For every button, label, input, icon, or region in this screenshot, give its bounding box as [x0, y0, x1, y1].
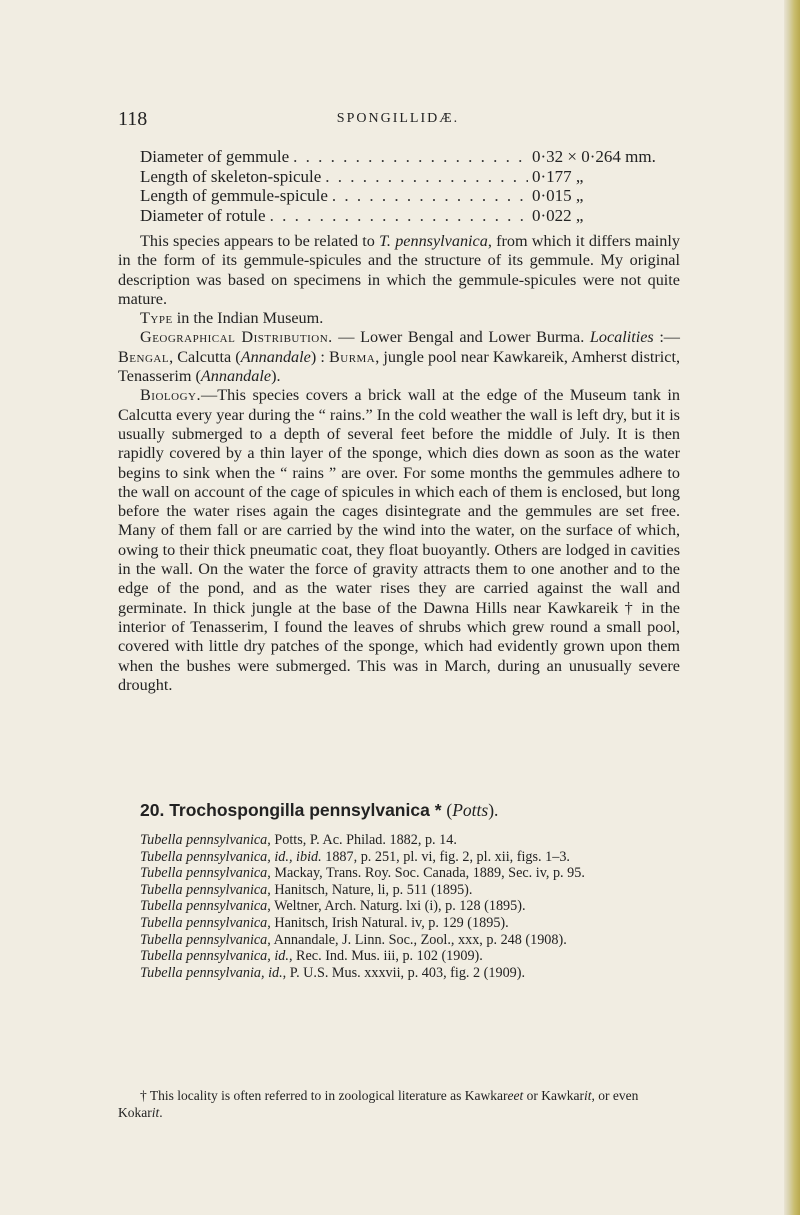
- species-authority-bracket: (: [446, 800, 453, 820]
- synonym-citation: , Rec. Ind. Mus. iii, p. 102 (1909).: [288, 948, 483, 965]
- synonymy-entry: [140, 948, 680, 965]
- synonym-name: Tubella pennsylvanica: [140, 931, 268, 948]
- collector-name: Annandale: [200, 367, 272, 386]
- measurement-row: [140, 206, 660, 226]
- synonymy-entry: [140, 932, 680, 949]
- synonym-citation: , Hanitsch, Nature, li, p. 511 (1895).: [267, 881, 473, 898]
- page-edge: [784, 0, 800, 1215]
- species-number: 20.: [140, 800, 165, 820]
- measurements-table: [140, 147, 660, 225]
- synonymy-entry: [140, 965, 680, 982]
- footnote: [118, 1087, 680, 1121]
- synonym-citation: , Potts, P. Ac. Philad. 1882, p. 14.: [267, 832, 457, 848]
- measurement-row: [140, 167, 660, 187]
- synonymy-entry: [140, 898, 680, 915]
- synonym-citation: , Hanitsch, Irish Natural. iv, p. 129 (1895).: [267, 914, 509, 931]
- synonymy-entry: [140, 849, 680, 866]
- distribution-paragraph: [118, 328, 680, 386]
- synonymy-entry: [140, 915, 680, 932]
- distribution-text: — Lower Bengal and Lower Burma.: [332, 328, 590, 347]
- distribution-text: :—: [653, 328, 680, 347]
- footnote-emphasis: eet: [507, 1088, 524, 1103]
- measurement-label: Length of skeleton-spicule: [140, 166, 322, 186]
- distribution-text: , jungle pool near Kawkareik, Amherst district, Tenasserim (: [118, 347, 681, 386]
- footnote-text: , or even Kokar: [118, 1088, 639, 1120]
- localities-label: Localities: [589, 328, 654, 347]
- synonym-citation: , Mackay, Trans. Roy. Soc. Canada, 1889, Sec. iv, p. 95.: [267, 865, 585, 882]
- measurement-label: Diameter of rotule: [140, 205, 266, 225]
- body-text: [118, 232, 680, 695]
- footnote-text: † This locality is often referred to in zoological literature as Kawkar: [140, 1088, 508, 1103]
- running-head: SPONGILLIDÆ.: [336, 111, 460, 126]
- footnote-emphasis: it: [151, 1105, 160, 1120]
- synonym-citation: , P. U.S. Mus. xxxvii, p. 403, fig. 2 (1909).: [282, 964, 526, 981]
- page-number: 118: [118, 108, 148, 130]
- synonym-name: Tubella pennsylvanica, id.: [140, 948, 289, 965]
- measurement-value: 0·022 „: [532, 205, 584, 225]
- leader-dots: [293, 147, 528, 166]
- synonym-name: Tubella pennsylvanica, id., ibid.: [140, 848, 322, 865]
- region-bengal: Bengal: [118, 347, 170, 366]
- distribution-text: , Calcutta (: [169, 347, 241, 366]
- measurement-value: 0·32 × 0·264 mm.: [532, 147, 656, 166]
- measurement-value: 0·015 „: [532, 186, 584, 205]
- synonymy-entry: [140, 832, 680, 849]
- region-burma: Burma: [328, 347, 376, 366]
- species-authority-bracket: ).: [488, 800, 499, 820]
- synonym-citation: , Weltner, Arch. Naturg. lxi (i), p. 128 (1895).: [267, 898, 526, 915]
- type-text: in the Indian Museum.: [172, 309, 324, 328]
- leader-dots: [332, 186, 528, 205]
- measurement-value: 0·177 „: [532, 166, 584, 186]
- synonymy-entry: [140, 865, 680, 882]
- species-authority: Potts: [452, 800, 489, 820]
- biology-label: Biology.: [140, 386, 202, 405]
- leader-dots: [270, 206, 528, 225]
- page-header: [118, 108, 678, 130]
- measurement-label: Length of gemmule-spicule: [140, 186, 328, 205]
- type-label: Type: [140, 309, 173, 328]
- species-reference: T. pennsylvanica: [379, 232, 488, 250]
- synonymy-entry: [140, 882, 680, 899]
- synonym-name: Tubella pennsylvanica: [140, 881, 268, 898]
- footnote-text: or Kawkar: [523, 1088, 584, 1103]
- synonym-name: Tubella pennsylvanica: [140, 898, 268, 915]
- intro-text: , from which it differs mainly in the form of its gemmule-spicules and the structure of its gemmule. My original description was based on specimens in which the gemmule-spicules were not quite mature.: [118, 232, 680, 308]
- intro-paragraph: [118, 232, 680, 309]
- type-paragraph: [118, 309, 680, 328]
- synonymy-list: [140, 832, 680, 981]
- distribution-text: ).: [271, 367, 281, 386]
- footnote-emphasis: it: [583, 1088, 592, 1103]
- footnote-text: .: [159, 1105, 163, 1120]
- biology-paragraph: [118, 386, 680, 695]
- measurement-row: [140, 147, 660, 167]
- synonym-citation: 1887, p. 251, pl. vi, fig. 2, pl. xii, figs. 1–3.: [321, 848, 570, 865]
- species-name: Trochospongilla pennsylvanica: [169, 800, 430, 820]
- synonym-name: Tubella pennsylvanica: [140, 865, 268, 882]
- synonym-citation: , Annandale, J. Linn. Soc., Zool., xxx, p. 248 (1908).: [267, 931, 567, 948]
- distribution-text: ) :: [310, 347, 329, 366]
- synonym-name: Tubella pennsylvania, id.: [140, 964, 283, 981]
- intro-text: This species appears to be related to: [140, 232, 380, 250]
- distribution-label: Geographical Distribution.: [140, 328, 333, 347]
- leader-dots: [325, 167, 528, 186]
- footnote-marker: *: [429, 800, 447, 820]
- synonym-name: Tubella pennsylvanica: [140, 832, 268, 848]
- synonym-name: Tubella pennsylvanica: [140, 914, 268, 931]
- biology-text: —This species covers a brick wall at the edge of the Museum tank in Calcutta every year during the “ rains.” In the cold weather the wall is left dry, but it is usually submerged to a depth of several feet before the middle of July. It is then rapidly covered by a thin layer of the sponge, which dies down as soon as the water begins to sink when the “ rains ” are over. For some months the gemmules adhere to the wall on account of the cage of spicules in which each of them is enclosed, but long before the water rises again the cages disintegrate and the gemmules are set free. Many of them fall or are carried by the wind into the water, on the surface of which, owing to their thick pneumatic coat, they float buoyantly. Others are lodged in cavities in the wall. On the water the force of gravity attracts them to one another and to the edge of the pond, and as the water rises they are carried against the wall and germinate. In thick jungle at the base of the Dawna Hills near Kawkareik † in the interior of Tenasserim, I found the leaves of shrubs which grew round a small pool, covered with little dry patches of the sponge, which had evidently grown upon them when the bushes were submerged. This was in March, during an unusually severe drought.: [118, 386, 680, 694]
- measurement-row: [140, 186, 660, 206]
- measurement-label: Diameter of gemmule: [140, 147, 290, 166]
- collector-name: Annandale: [240, 347, 311, 366]
- species-heading: [140, 800, 680, 821]
